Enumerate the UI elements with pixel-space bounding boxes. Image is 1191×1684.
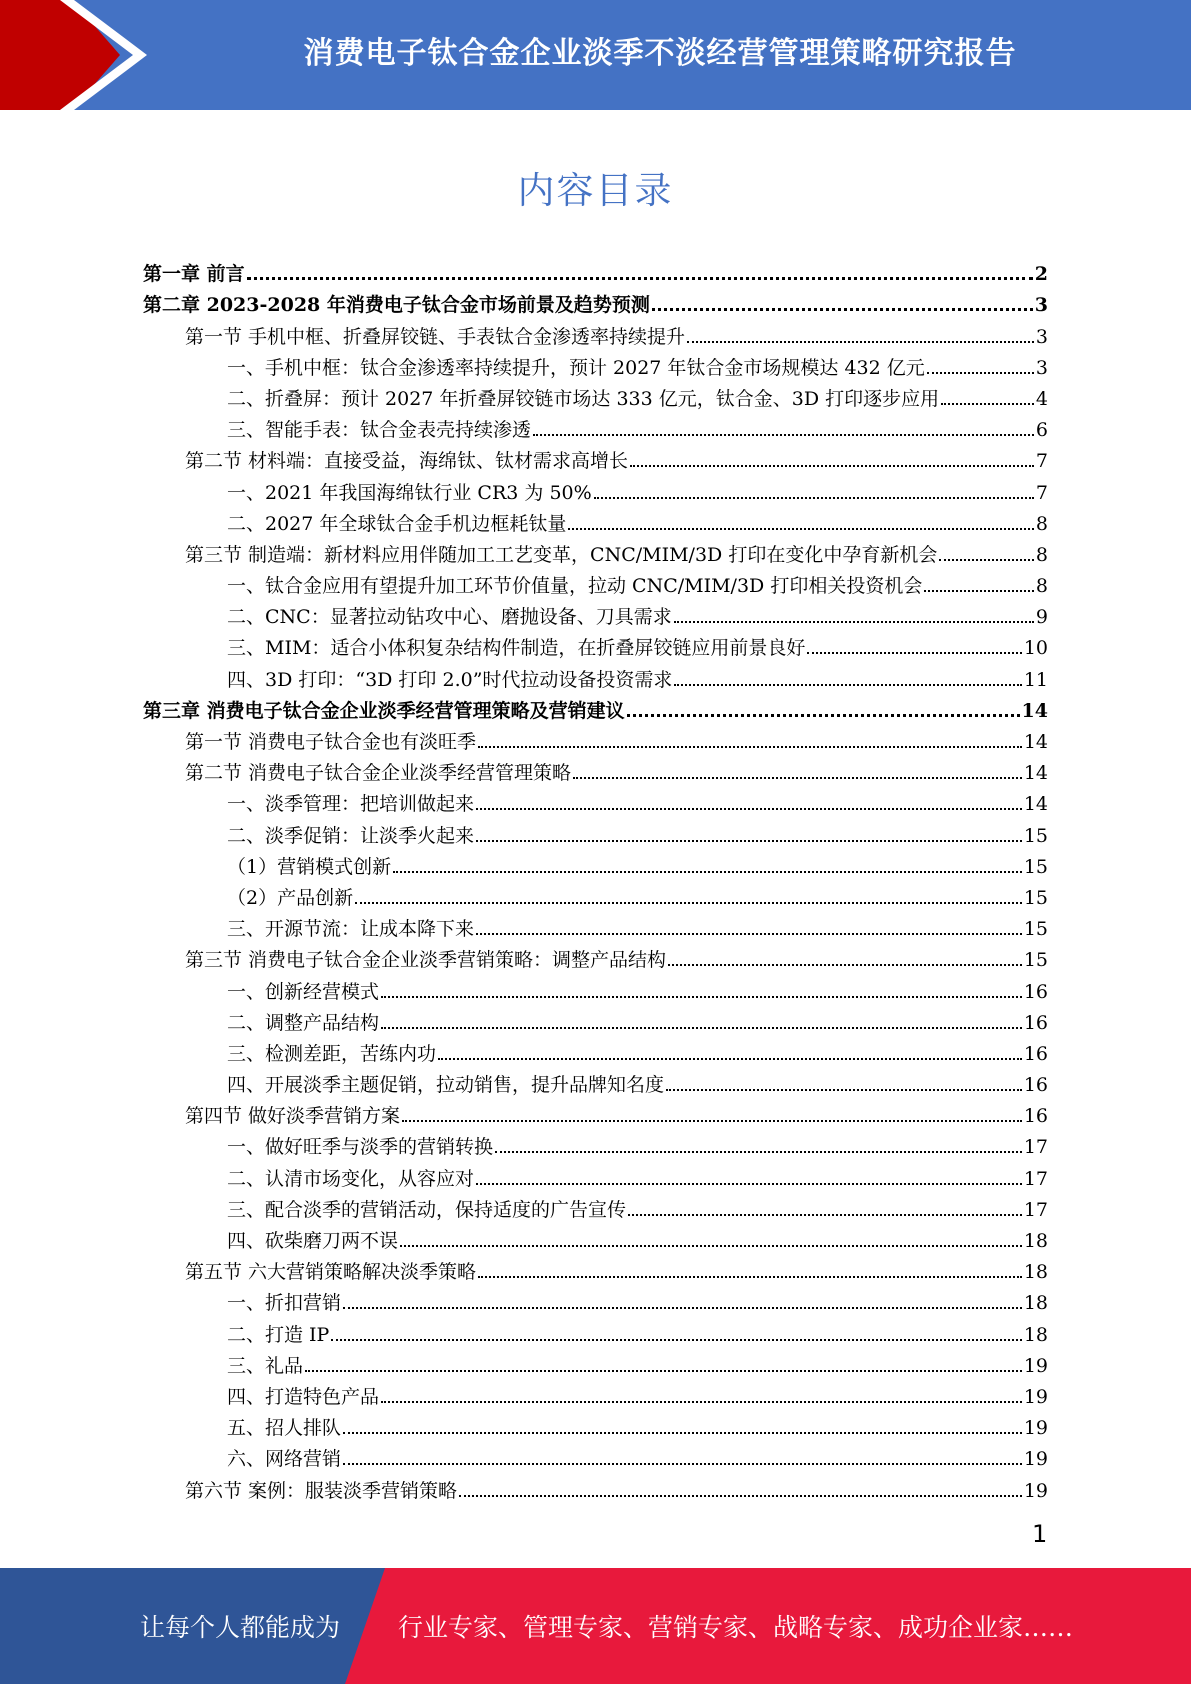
toc-entry-title: 一、手机中框：钛合金渗透率持续提升，预计 2027 年钛合金市场规模达 432 亿元 <box>227 356 925 379</box>
toc-dot-leader <box>594 497 1034 499</box>
footer-banner <box>0 1568 1191 1684</box>
toc-dot-leader <box>476 808 1022 810</box>
toc-dot-leader <box>381 1027 1022 1029</box>
toc-entry-page: 19 <box>1023 1448 1048 1471</box>
toc-entry-title: 第五节 六大营销策略解决淡季策略 <box>185 1261 477 1284</box>
toc-entry-title: 二、调整产品结构 <box>227 1011 380 1034</box>
toc-entry[interactable] <box>143 1158 1048 1189</box>
toc-entry-page: 16 <box>1023 1074 1048 1097</box>
toc-entry-title: 二、打造 IP <box>227 1323 330 1346</box>
toc-entry-title: 一、钛合金应用有望提升加工环节价值量，拉动 CNC/MIM/3D 打印相关投资机会 <box>227 575 923 598</box>
toc-entry-page: 16 <box>1023 1105 1048 1128</box>
toc-entry-title: 五、招人排队 <box>227 1417 342 1440</box>
toc-entry-page: 15 <box>1023 949 1048 972</box>
toc-entry[interactable] <box>143 597 1048 628</box>
toc-dot-leader <box>400 1245 1022 1247</box>
toc-dot-leader <box>533 434 1034 436</box>
toc-entry[interactable] <box>143 1346 1048 1377</box>
toc-dot-leader <box>478 1276 1022 1278</box>
toc-entry-page: 7 <box>1035 450 1048 473</box>
toc-entry-page: 8 <box>1035 512 1048 535</box>
toc-dot-leader <box>674 684 1021 686</box>
toc-entry[interactable] <box>143 1034 1048 1065</box>
toc-entry-title: 第一节 消费电子钛合金也有淡旺季 <box>185 731 477 753</box>
toc-entry-title: 四、3D 打印：“3D 打印 2.0”时代拉动设备投资需求 <box>227 668 673 691</box>
toc-entry-title: 三、配合淡季的营销活动，保持适度的广告宣传 <box>227 1198 627 1221</box>
toc-entry-title: 三、智能手表：钛合金表壳持续渗透 <box>227 419 532 442</box>
toc-entry-title: 一、淡季管理：把培训做起来 <box>227 793 475 816</box>
toc-dot-leader <box>668 964 1022 966</box>
toc-entry[interactable] <box>143 254 1048 285</box>
toc-entry[interactable] <box>143 1065 1048 1096</box>
toc-dot-leader <box>573 777 1022 779</box>
toc-dot-leader <box>343 1463 1022 1465</box>
toc-entry-title: 第三节 消费电子钛合金企业淡季营销策略：调整产品结构 <box>185 949 667 972</box>
toc-entry-title: 二、认清市场变化，从容应对 <box>227 1167 475 1190</box>
toc-entry-title: 一、折扣营销 <box>227 1292 342 1315</box>
toc-dot-leader <box>343 1307 1022 1309</box>
toc-entry[interactable] <box>143 1096 1048 1127</box>
toc-entry-title: 第一章 前言 <box>143 263 245 286</box>
toc-entry-title: 第二章 2023-2028 年消费电子钛合金市场前景及趋势预测 <box>143 294 650 317</box>
toc-entry-page: 14 <box>1023 731 1048 753</box>
toc-entry-page: 14 <box>1023 762 1048 785</box>
toc-entry-page: 15 <box>1023 918 1048 941</box>
page-number: 1 <box>1032 1520 1048 1548</box>
toc-entry-title: 第六节 案例：服装淡季营销策略 <box>185 1479 458 1502</box>
toc-entry-page: 18 <box>1023 1323 1048 1346</box>
toc-dot-leader <box>674 621 1034 623</box>
toc-entry[interactable] <box>143 628 1048 659</box>
toc-entry[interactable] <box>143 410 1048 441</box>
toc-dot-leader <box>627 714 1020 717</box>
toc-entry[interactable] <box>143 379 1048 410</box>
toc-entry-title: 二、2027 年全球钛合金手机边框耗钛量 <box>227 512 567 535</box>
toc-entry[interactable] <box>143 316 1048 347</box>
toc-entry-title: 第三节 制造端：新材料应用伴随加工工艺变革，CNC/MIM/3D 打印在变化中孕育新机会 <box>185 543 938 566</box>
toc-dot-leader <box>495 1151 1022 1153</box>
toc-entry[interactable] <box>143 691 1048 722</box>
toc-entry-title: 第一节 手机中框、折叠屏铰链、手表钛合金渗透率持续提升 <box>185 325 686 348</box>
toc-entry[interactable] <box>143 847 1048 878</box>
toc-entry-page: 18 <box>1023 1261 1048 1284</box>
toc-entry[interactable] <box>143 472 1048 503</box>
toc-entry-page: 9 <box>1035 606 1048 629</box>
toc-entry-title: （2）产品创新 <box>227 886 354 909</box>
table-of-contents <box>143 254 1048 1502</box>
toc-entry-page: 15 <box>1023 855 1048 878</box>
toc-entry-page: 16 <box>1023 1011 1048 1034</box>
toc-entry-page: 2 <box>1034 263 1048 286</box>
toc-entry-page: 8 <box>1035 575 1048 598</box>
toc-entry[interactable] <box>143 441 1048 472</box>
toc-entry-page: 3 <box>1035 356 1048 379</box>
toc-dot-leader <box>628 1214 1022 1216</box>
toc-entry[interactable] <box>143 815 1048 846</box>
toc-dot-leader <box>941 403 1034 405</box>
toc-entry[interactable] <box>143 971 1048 1002</box>
report-title: 消费电子钛合金企业淡季不淡经营管理策略研究报告 <box>303 36 1017 71</box>
toc-entry-page: 10 <box>1023 637 1048 660</box>
toc-entry-page: 17 <box>1023 1136 1048 1159</box>
toc-entry[interactable] <box>143 722 1048 753</box>
toc-dot-leader <box>927 372 1034 374</box>
toc-dot-leader <box>687 341 1034 343</box>
toc-entry[interactable] <box>143 878 1048 909</box>
toc-dot-leader <box>476 1183 1022 1185</box>
toc-entry[interactable] <box>143 1190 1048 1221</box>
toc-dot-leader <box>393 871 1022 873</box>
toc-entry-page: 6 <box>1035 419 1048 442</box>
toc-dot-leader <box>438 1058 1022 1060</box>
toc-entry-title: 二、CNC：显著拉动钻攻中心、磨抛设备、刀具需求 <box>227 606 672 629</box>
toc-entry[interactable] <box>143 1003 1048 1034</box>
toc-dot-leader <box>666 1089 1022 1091</box>
toc-heading: 内容目录 <box>517 169 674 212</box>
toc-entry[interactable] <box>143 784 1048 815</box>
toc-entry-title: 二、折叠屏：预计 2027 年折叠屏铰链市场达 333 亿元，钛合金、3D 打印逐步应用 <box>227 387 940 410</box>
toc-entry[interactable] <box>143 1314 1048 1345</box>
toc-entry-title: 二、淡季促销：让淡季火起来 <box>227 824 475 847</box>
toc-entry[interactable] <box>143 566 1048 597</box>
toc-entry-page: 7 <box>1035 481 1048 504</box>
toc-dot-leader <box>568 528 1034 530</box>
toc-entry-page: 3 <box>1034 294 1048 317</box>
toc-entry[interactable] <box>143 1470 1048 1501</box>
toc-dot-leader <box>343 1432 1022 1434</box>
toc-dot-leader <box>381 996 1022 998</box>
toc-entry-title: 三、MIM：适合小体积复杂结构件制造，在折叠屏铰链应用前景良好 <box>227 637 806 660</box>
footer-slogan-left: 让每个人都能成为 <box>140 1613 341 1642</box>
toc-entry-page: 17 <box>1023 1167 1048 1190</box>
toc-dot-leader <box>331 1339 1021 1341</box>
toc-entry-page: 16 <box>1023 1042 1048 1065</box>
toc-entry-page: 19 <box>1023 1479 1048 1502</box>
toc-entry[interactable] <box>143 285 1048 316</box>
toc-entry[interactable] <box>143 348 1048 379</box>
toc-entry-page: 11 <box>1023 668 1048 691</box>
toc-entry-page: 14 <box>1021 699 1048 722</box>
toc-entry-title: 四、打造特色产品 <box>227 1385 380 1408</box>
header-banner <box>0 0 1191 110</box>
toc-entry-page: 18 <box>1023 1230 1048 1252</box>
toc-entry-page: 17 <box>1023 1198 1048 1221</box>
toc-entry[interactable] <box>143 504 1048 535</box>
toc-entry-title: 第二节 消费电子钛合金企业淡季经营管理策略 <box>185 762 572 785</box>
toc-entry-title: 三、开源节流：让成本降下来 <box>227 918 475 941</box>
toc-entry-page: 3 <box>1035 325 1048 348</box>
toc-dot-leader <box>807 652 1021 654</box>
toc-entry-page: 19 <box>1023 1354 1048 1377</box>
toc-entry-page: 4 <box>1035 387 1048 410</box>
toc-dot-leader <box>459 1495 1022 1497</box>
toc-entry-title: 第四节 做好淡季营销方案 <box>185 1105 401 1128</box>
toc-dot-leader <box>381 1401 1022 1403</box>
toc-entry-title: 四、砍柴磨刀两不误 <box>227 1230 399 1252</box>
toc-entry[interactable] <box>143 753 1048 784</box>
toc-entry[interactable] <box>143 1283 1048 1314</box>
toc-entry-title: 一、2021 年我国海绵钛行业 CR3 为 50% <box>227 481 592 504</box>
toc-entry[interactable] <box>143 535 1048 566</box>
toc-dot-leader <box>630 465 1034 467</box>
toc-entry[interactable] <box>143 909 1048 940</box>
toc-entry-page: 8 <box>1035 543 1048 566</box>
toc-entry[interactable] <box>143 1127 1048 1158</box>
toc-entry[interactable] <box>143 1221 1048 1252</box>
toc-entry-page: 16 <box>1023 980 1048 1003</box>
toc-dot-leader <box>652 308 1033 311</box>
toc-dot-leader <box>939 559 1034 561</box>
toc-entry-page: 15 <box>1023 886 1048 909</box>
toc-dot-leader <box>476 933 1022 935</box>
toc-entry-title: 第三章 消费电子钛合金企业淡季经营管理策略及营销建议 <box>143 699 625 722</box>
toc-dot-leader <box>402 1120 1022 1122</box>
toc-dot-leader <box>478 746 1022 748</box>
toc-entry[interactable] <box>143 659 1048 690</box>
toc-dot-leader <box>305 1370 1022 1372</box>
toc-entry[interactable] <box>143 1252 1048 1283</box>
toc-entry-page: 15 <box>1023 824 1048 847</box>
toc-entry-title: 四、开展淡季主题促销，拉动销售，提升品牌知名度 <box>227 1074 665 1097</box>
toc-dot-leader <box>476 840 1022 842</box>
toc-entry-title: 一、做好旺季与淡季的营销转换 <box>227 1136 494 1159</box>
toc-entry[interactable] <box>143 1408 1048 1439</box>
toc-entry-title: 一、创新经营模式 <box>227 980 380 1003</box>
toc-dot-leader <box>247 277 1033 280</box>
toc-entry-title: （1）营销模式创新 <box>227 855 392 878</box>
toc-entry-page: 14 <box>1023 793 1048 816</box>
toc-entry-title: 三、检测差距，苦练内功 <box>227 1042 437 1065</box>
toc-entry-title: 六、网络营销 <box>227 1448 342 1471</box>
toc-entry[interactable] <box>143 1439 1048 1470</box>
header-red-arrow <box>0 0 120 110</box>
toc-dot-leader <box>355 902 1022 904</box>
toc-entry[interactable] <box>143 1377 1048 1408</box>
toc-entry[interactable] <box>143 940 1048 971</box>
toc-entry-page: 19 <box>1023 1385 1048 1408</box>
toc-entry-page: 18 <box>1023 1292 1048 1315</box>
toc-entry-title: 三、礼品 <box>227 1354 304 1377</box>
footer-slogan-right: 行业专家、管理专家、营销专家、战略专家、成功企业家…… <box>398 1613 1074 1642</box>
toc-entry-page: 19 <box>1023 1417 1048 1440</box>
toc-entry-title: 第二节 材料端：直接受益，海绵钛、钛材需求高增长 <box>185 450 629 473</box>
toc-dot-leader <box>924 590 1034 592</box>
